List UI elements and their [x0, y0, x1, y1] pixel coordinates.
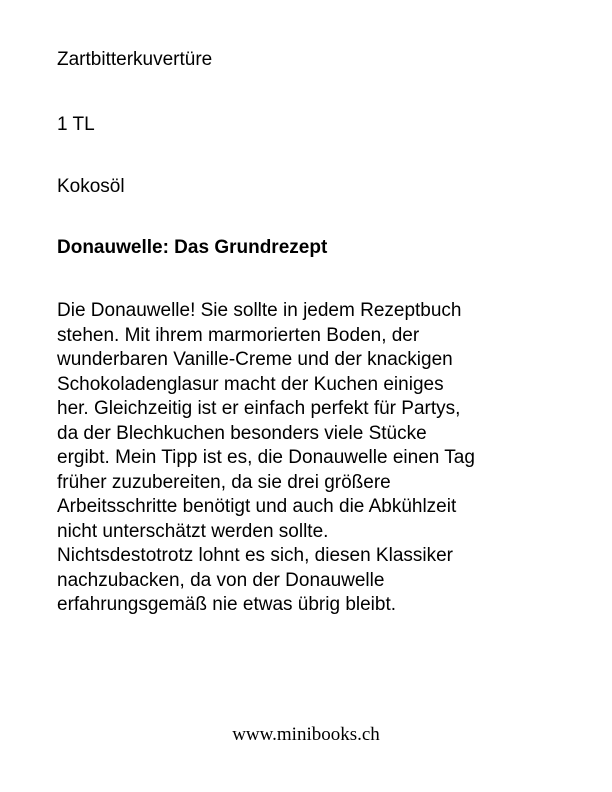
- paragraph-line: früher zuzubereiten, da sie drei größere: [57, 471, 391, 493]
- recipe-intro-paragraph: [57, 299, 567, 618]
- paragraph-line: Nichtsdestotrotz lohnt es sich, diesen Klassiker: [57, 545, 454, 566]
- paragraph-line: nicht unterschätzt werden sollte.: [57, 520, 329, 542]
- paragraph-line: da der Blechkuchen besonders viele Stücke: [57, 422, 427, 444]
- paragraph-line: Arbeitsschritte benötigt und auch die Abkühlzeit: [57, 496, 457, 517]
- paragraph-line: nachzubacken, da von der Donauwelle: [57, 569, 385, 591]
- ingredient-quantity: 1 TL: [57, 114, 95, 135]
- ingredient-name: Kokosöl: [57, 176, 125, 197]
- ingredient-name: Zartbitterkuvertüre: [57, 49, 213, 70]
- paragraph-line: erfahrungsgemäß nie etwas übrig bleibt.: [57, 594, 397, 615]
- paragraph-line: Die Donauwelle! Sie sollte in jedem Rezeptbuch: [57, 300, 462, 321]
- paragraph-line: stehen. Mit ihrem marmorierten Boden, der: [57, 324, 420, 346]
- paragraph-line: Schokoladenglasur macht der Kuchen einiges: [57, 373, 444, 395]
- paragraph-line: wunderbaren Vanille-Creme und der knackigen: [57, 349, 453, 370]
- section-heading: Donauwelle: Das Grundrezept: [57, 237, 328, 258]
- footer-website-url: www.minibooks.ch: [232, 724, 380, 745]
- paragraph-line: ergibt. Mein Tipp ist es, die Donauwelle einen Tag: [57, 447, 475, 468]
- paragraph-line: her. Gleichzeitig ist er einfach perfekt für Partys,: [57, 398, 461, 419]
